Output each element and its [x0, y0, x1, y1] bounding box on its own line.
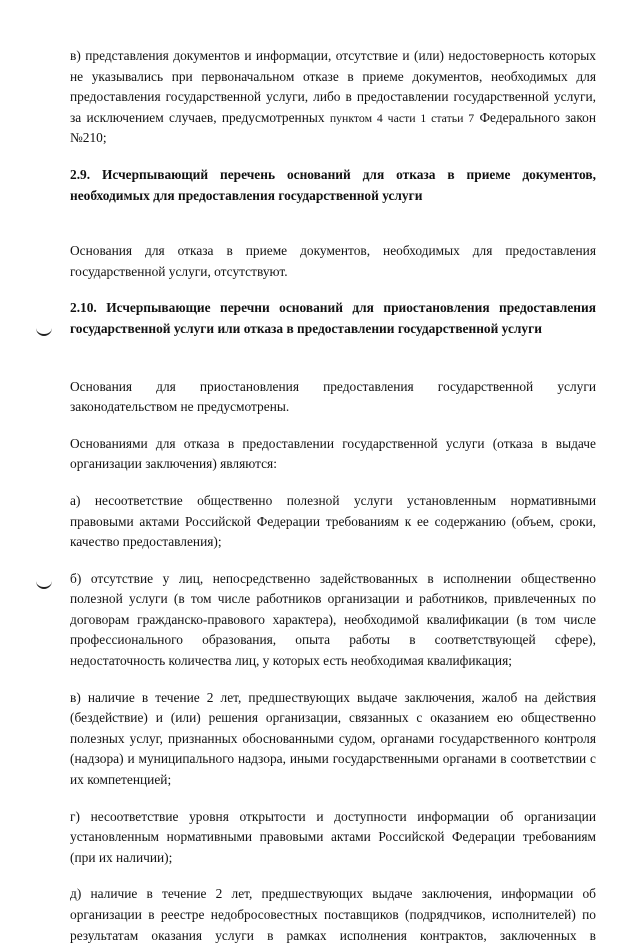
paragraph-suspension-line2: законодательством не предусмотрены.	[70, 399, 290, 415]
list-item-g: г) несоответствие уровня открытости и доступности информации об организации установленным нормативными правовыми актами Российской Федерации требованиям (при их наличии);	[70, 808, 596, 865]
paragraph-v-documents: в) представления документов и информации, отсутствие и (или) недостоверность которых не указывались при первоначальном отказе в приеме документов, необходимых для предоставления государственной услуги, либо в предоставлении государственной услуги, за исключением случаев, предусмотренных пунктом 4 части 1 статьи 7 Федерального закон №210;	[70, 48, 597, 146]
list-item-b: б) отсутствие у лиц, непосредственно задействованных в исполнении общественно полезной услуги (в том числе работников организации и работников, привлеченных по договорам гражданско-правового характера), необходимой квалификации (в том числе профессионального образования, опыта работы в соответствующей сфере), недостаточность количества лиц, у которых есть необходимая квалификация;	[70, 570, 596, 669]
list-item-d: д) наличие в течение 2 лет, предшествующих выдаче заключения, информации об организации в реестре недобросовестных поставщиков (подрядчиков, исполнителей) по результатам оказания услуги в рамках исполнения контрактов, заключенных в	[70, 886, 596, 943]
section-heading-2-10: 2.10. Исчерпывающие перечни оснований для приостановления предоставления государственной услуги или отказа в предоставлении государственной услуги	[70, 300, 596, 336]
law-reference: пунктом 4 части 1 статьи 7	[329, 110, 475, 125]
paragraph-refusal-grounds: Основаниями для отказа в предоставлении государственной услуги (отказа в выдаче организации заключения) являются:	[70, 435, 596, 472]
section-heading-2-9: 2.9. Исчерпывающий перечень оснований для отказа в приеме документов, необходимых для предоставления государственной услуги	[70, 166, 596, 203]
list-item-a: а) несоответствие общественно полезной услуги установленным нормативными правовыми актами Российской Федерации требованиям к ее содержанию (объем, сроки, качество предоставления);	[70, 492, 596, 550]
paragraph-2-9-text: Основания для отказа в приеме документов, необходимых для предоставления государственной услуги, отсутствуют.	[70, 243, 596, 279]
document-page	[70, 46, 596, 946]
margin-mark-bottom	[36, 579, 52, 589]
margin-mark-top	[36, 326, 52, 336]
paragraph-suspension-line1: Основания для приостановления предоставления государственной услуги	[70, 378, 596, 394]
list-item-v: в) наличие в течение 2 лет, предшествующих выдаче заключения, жалоб на действия (бездействие) и (или) решения организации, связанных с оказанием ею общественно полезных услуг, признанных обоснованными судом, органами государственного контроля (надзора) и муниципального надзора, иными государственными органами в соответствии с их компетенцией;	[70, 689, 596, 788]
